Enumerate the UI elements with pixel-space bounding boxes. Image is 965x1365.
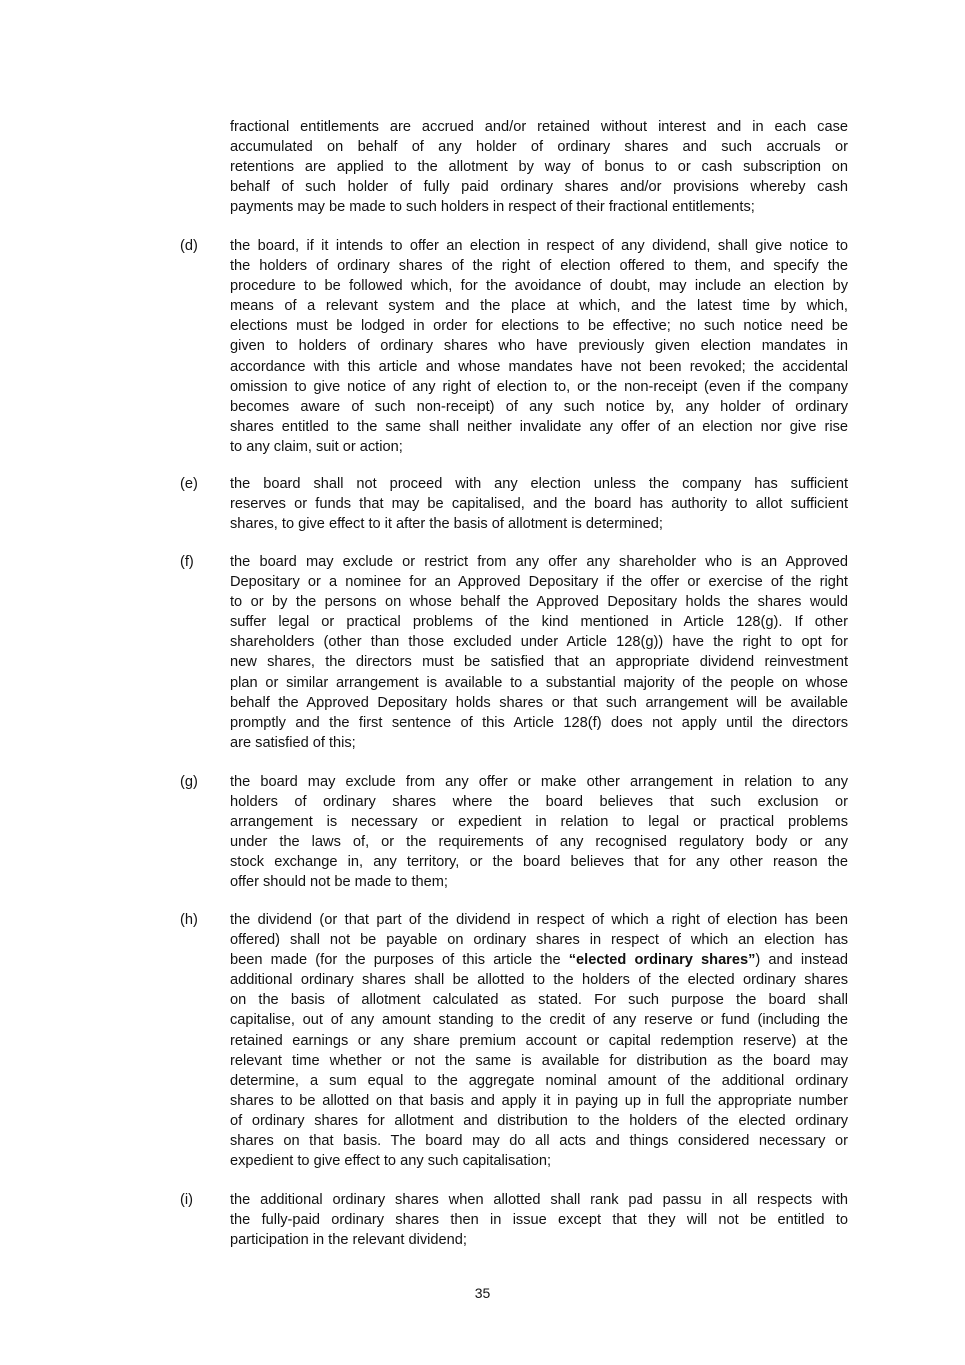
text-line: are satisfied of this; <box>230 734 356 751</box>
text-line: Depositary or a nominee for an Approved Depositary if the offer or exercise of the right <box>230 574 848 591</box>
clause-i <box>180 1190 848 1250</box>
text-line: the board may exclude from any offer or make other arrangement in relation to any <box>230 774 848 790</box>
text-line: given to holders of ordinary shares who have previously given election mandates in <box>230 338 848 355</box>
text-line: behalf the Approved Depositary holds shares or that such arrangement will be available <box>230 694 848 711</box>
text-line: means of a relevant system and the place at which, and the latest time by which, <box>230 298 848 315</box>
text-line: the dividend (or that part of the dividend in respect of which a right of election has been <box>230 912 848 928</box>
text-line: elections must be lodged in order for elections to be effective; no such notice need be <box>230 318 848 335</box>
text-fragment: ) and instead <box>755 952 848 969</box>
text-line: determine, a sum equal to the aggregate nominal amount of the additional ordinary <box>230 1072 848 1089</box>
text-line <box>230 950 848 970</box>
clause-h <box>180 910 848 1171</box>
text-line: procedure to be followed which, for the avoidance of doubt, may include an election by <box>230 278 848 295</box>
text-line: under the laws of, or the requirements of any recognised regulatory body or any <box>230 834 848 851</box>
text-line: shareholders (other than those excluded under Article 128(g)) have the right to opt for <box>230 634 848 651</box>
text-line: the board shall not proceed with any election unless the company has sufficient <box>230 476 848 492</box>
clause-d <box>180 236 848 457</box>
text-line: becomes aware of such non-receipt) of any such notice by, any holder of ordinary <box>230 398 848 415</box>
clause-label: (e) <box>180 476 198 492</box>
text-line: omission to give notice of any right of election to, or the non-receipt (even if the company <box>230 378 848 395</box>
clause-text <box>230 772 848 893</box>
text-line: accumulated on behalf of any holder of ordinary shares and such accruals or <box>230 139 848 156</box>
text-line: retained earnings or any share premium account or capital redemption reserve) at the <box>230 1032 848 1049</box>
text-line: holders of ordinary shares where the board believes that such exclusion or <box>230 794 848 811</box>
page-number: 35 <box>474 1285 491 1301</box>
text-line: of ordinary shares for allotment and distribution to the holders of the elected ordinary <box>230 1112 848 1129</box>
clause-label: (f) <box>180 554 194 570</box>
text-line: reserves or funds that may be capitalised, and the board has authority to allot sufficient <box>230 496 848 513</box>
clause-f <box>180 552 848 753</box>
text-line: offered) shall not be payable on ordinary shares in respect of which an election has <box>230 932 848 949</box>
text-line: to or by the persons on whose behalf the Approved Depositary holds the shares would <box>230 594 848 611</box>
text-line: suffer legal or practical problems of the kind mentioned in Article 128(g). If other <box>230 614 848 631</box>
clause-text <box>230 117 848 217</box>
clause-label: (g) <box>180 774 198 790</box>
clause-label: (h) <box>180 912 198 928</box>
clause-continuation <box>180 117 848 217</box>
clause-text <box>230 1190 848 1250</box>
clause-text <box>230 474 848 534</box>
clause-text <box>230 552 848 753</box>
text-line: participation in the relevant dividend; <box>230 1232 467 1249</box>
text-line: the board may exclude or restrict from any offer any shareholder who is an Approved <box>230 554 848 570</box>
text-line: relevant time whether or not the same is available for distribution as the board may <box>230 1052 848 1069</box>
text-line: shares entitled to the same shall neither invalidate any offer of an election nor give rise <box>230 418 848 435</box>
text-line: the holders of ordinary shares of the right of election offered to them, and specify the <box>230 258 848 275</box>
text-line: the fully-paid ordinary shares then in issue except that they will not be entitled to <box>230 1212 848 1229</box>
text-line: offer should not be made to them; <box>230 874 448 891</box>
defined-term: “elected ordinary shares” <box>568 952 756 969</box>
text-line: shares, to give effect to it after the basis of allotment is determined; <box>230 516 663 533</box>
clause-e <box>180 474 848 534</box>
text-line: payments may be made to such holders in respect of their fractional entitlements; <box>230 199 755 216</box>
text-line: shares to be allotted on that basis and apply it in paying up in full the appropriate number <box>230 1092 848 1109</box>
text-line: behalf of such holder of fully paid ordinary shares and/or provisions whereby cash <box>230 179 848 196</box>
text-line: to any claim, suit or action; <box>230 438 403 455</box>
text-line: stock exchange in, any territory, or the board believes that for any other reason the <box>230 854 848 871</box>
clause-label: (i) <box>180 1192 193 1208</box>
text-line: promptly and the first sentence of this Article 128(f) does not apply until the directors <box>230 714 848 731</box>
text-line: the board, if it intends to offer an election in respect of any dividend, shall give notice to <box>230 238 848 254</box>
text-line: the additional ordinary shares when allotted shall rank pad passu in all respects with <box>230 1192 848 1208</box>
text-fragment: been made (for the purposes of this article the <box>230 952 569 969</box>
text-line: expedient to give effect to any such capitalisation; <box>230 1153 551 1170</box>
text-line: plan or similar arrangement is available to a substantial majority of the people on whose <box>230 674 848 691</box>
clause-text <box>230 236 848 457</box>
clause-label: (d) <box>180 238 198 254</box>
text-line: new shares, the directors must be satisfied that an appropriate dividend reinvestment <box>230 654 848 671</box>
text-line: additional ordinary shares shall be allotted to the holders of the elected ordinary shares <box>230 972 848 989</box>
clause-text <box>230 910 848 1171</box>
text-line: arrangement is necessary or expedient in relation to legal or practical problems <box>230 814 848 831</box>
text-line: retentions are applied to the allotment by way of bonus to or cash subscription on <box>230 159 848 176</box>
text-line: capitalise, out of any amount standing to the credit of any reserve or fund (including the <box>230 1012 848 1029</box>
text-line: accordance with this article and whose mandates have not been revoked; the accidental <box>230 358 848 375</box>
text-line: on the basis of allotment calculated as stated. For such purpose the board shall <box>230 992 848 1009</box>
text-line: fractional entitlements are accrued and/or retained without interest and in each case <box>230 119 848 135</box>
text-line: shares on that basis. The board may do all acts and things considered necessary or <box>230 1133 848 1150</box>
clause-g <box>180 772 848 893</box>
